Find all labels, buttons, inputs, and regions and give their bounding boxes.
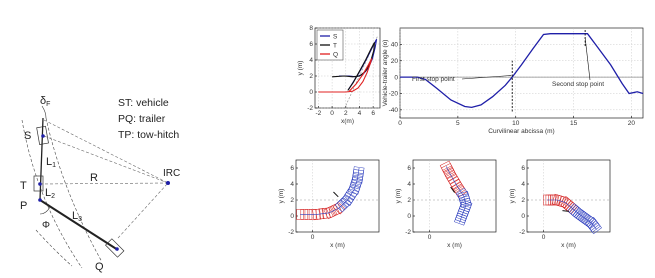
y-tick-label: 6 [309,41,313,49]
vehicle-trailer-schematic [20,95,180,273]
label-phi: Φ [42,220,50,231]
y-tick-label: 4 [521,181,525,189]
y-axis-label: y (m) [278,188,285,204]
x-tick-label: 0 [541,234,546,241]
x-axis-label: Curvilinear abcissa (m) [488,128,555,135]
y-axis-label: Vehicle-trailer angle (o) [382,39,389,107]
label-l1: L1 [46,156,57,169]
y-tick-label: 0 [309,89,313,97]
point-t [38,182,42,186]
label-r: R [90,172,98,184]
y-tick-label: -2 [519,229,525,237]
maneuver-panel-3 [509,160,610,249]
y-tick-label: 8 [309,25,313,33]
maneuver-panel-2 [395,160,496,249]
y-tick-label: -20 [388,90,398,98]
trailer-link [40,200,118,250]
legend-label-S: S [333,33,338,41]
point-p [38,198,42,202]
y-tick-label: 4 [309,57,313,65]
x-tick-label: 0 [310,234,315,241]
annotation-first-stop: First stop point [412,76,455,83]
maneuver-panel-1 [278,160,379,249]
ray-t-irc [40,183,168,184]
label-p: P [20,200,28,212]
y-tick-label: 2 [309,73,313,81]
legend-tow-hitch: TP: tow-hitch [118,129,180,141]
point-irc [166,181,170,185]
plot-frame [527,160,610,232]
label-l2: L2 [45,187,56,200]
x-tick-label: 2 [343,110,348,117]
label-irc: IRC [163,168,181,179]
x-tick-label: 5 [456,120,460,127]
legend-trailer: PQ: trailer [118,113,166,125]
y-tick-label: 6 [290,165,294,173]
x-axis-label: x(m) [341,118,354,125]
x-tick-label: 0 [330,110,334,117]
label-s: S [24,130,32,142]
y-tick-label: -40 [388,107,398,115]
legend-label-Q: Q [333,51,339,59]
x-tick-label: 20 [627,120,636,127]
y-tick-label: 4 [290,181,294,189]
y-tick-label: 0 [394,74,398,82]
y-tick-label: 2 [407,197,411,205]
legend-label-T: T [333,42,337,50]
point-q [115,247,119,251]
label-t: T [20,180,27,192]
y-tick-label: 2 [521,197,525,205]
label-l3: L3 [72,210,83,223]
label-q: Q [95,261,104,273]
x-tick-label: -2 [315,110,322,117]
y-tick-label: 2 [290,197,294,205]
x-axis-label: x (m) [447,242,462,249]
vehicle-axis [40,118,43,200]
y-tick-label: -2 [405,229,411,237]
y-axis-label: y (m) [395,188,402,204]
x-tick-label: 0 [398,120,402,127]
x-axis-label: x (m) [561,242,576,249]
x-tick-label: 15 [569,120,578,127]
trajectory-chart [297,25,380,125]
y-tick-label: 4 [407,181,411,189]
y-axis-label: y (m) [509,188,516,204]
trailer-angle-chart [382,28,643,135]
x-tick-label: 6 [371,110,375,117]
y-tick-label: 40 [390,41,398,49]
label-delta-f: δF [40,95,51,108]
ray-q-irc [118,183,168,238]
y-tick-label: -2 [307,105,313,113]
x-tick-label: 0 [427,234,432,241]
y-tick-label: 0 [521,213,525,221]
y-tick-label: -2 [288,229,294,237]
plot-frame [400,28,643,118]
point-s [41,134,45,138]
y-tick-label: 0 [407,213,411,221]
trajectory-arc-mid [36,230,72,266]
y-tick-label: 0 [290,213,294,221]
y-tick-label: 6 [521,165,525,173]
x-tick-label: 4 [357,110,362,117]
x-tick-label: 10 [512,120,520,127]
annotation-second-stop: Second stop point [552,81,605,88]
y-tick-label: 20 [390,57,398,65]
y-tick-label: 6 [407,165,411,173]
trajectory-arc-inner [46,118,102,262]
x-axis-label: x (m) [330,242,345,249]
y-axis-label: y (m) [297,60,304,76]
legend-vehicle: ST: vehicle [118,97,169,109]
